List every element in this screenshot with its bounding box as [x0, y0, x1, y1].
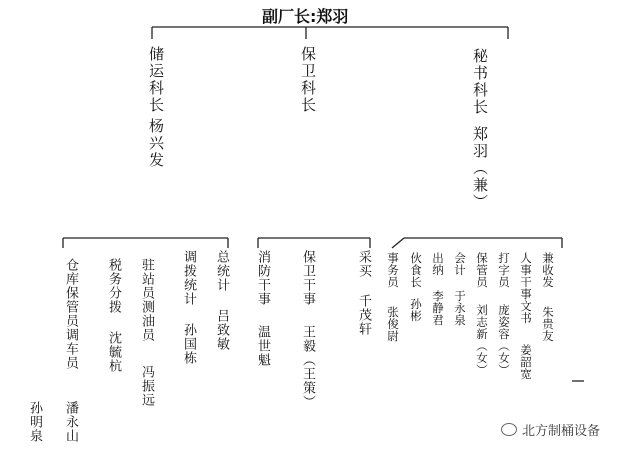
staff-tax-name: 沈毓杭: [106, 331, 121, 373]
staff-warehouse-role: 仓库保管员调车员: [63, 258, 78, 370]
staff-dispatch-role: 调拨统计: [181, 250, 196, 306]
staff-purchase-role: 采买: [356, 250, 371, 278]
staff-fire-role: 消防干事: [255, 250, 270, 306]
staff-canteen-role: 伙食长: [409, 252, 423, 288]
staff-warehouse-name: 潘永山: [63, 401, 78, 443]
staff-extra-name: 孙明泉: [27, 401, 42, 443]
staff-cashier-name: 李静君: [431, 290, 445, 326]
staff-station-name: 冯振远: [139, 365, 154, 407]
staff-mail-name: 朱贵友: [541, 306, 555, 342]
staff-keeper-role: 保管员: [475, 252, 489, 288]
security-dept-label: 保卫科长: [299, 46, 317, 114]
staff-fire-name: 温世魁: [255, 325, 270, 367]
watermark: [501, 420, 600, 439]
staff-accounting-role: 会计: [453, 252, 467, 276]
staff-purchase-name: 千茂轩: [356, 294, 371, 336]
staff-station-role: 驻站员测油员: [139, 258, 154, 342]
staff-hr-role: 人事干事文书: [519, 252, 533, 324]
staff-accounting-name: 于永泉: [453, 290, 467, 326]
secretariat-group-left-tick: [392, 238, 404, 248]
storage-head-name: 杨兴发: [147, 118, 165, 169]
secretariat-dept-label: 秘书科长: [471, 48, 489, 116]
staff-keeper-name: 刘志新（女）: [475, 304, 489, 376]
staff-tax-role: 税务分拨: [106, 258, 121, 314]
staff-dispatch-name: 孙国栋: [181, 323, 196, 365]
staff-cashier-role: 出纳: [431, 252, 445, 276]
staff-affairs-role: 事务员: [386, 252, 400, 288]
secretariat-head-name: 郑羽（兼）: [471, 126, 489, 211]
staff-canteen-name: 孙彬: [409, 298, 423, 322]
root-node-title: 副厂长:郑羽: [262, 7, 349, 26]
staff-typist-name: 庞姿容（女）: [497, 304, 511, 376]
staff-mail-role: 兼收发: [541, 252, 555, 288]
staff-guard-role: 保卫干事: [300, 250, 315, 306]
staff-affairs-name: 张俊尉: [386, 306, 400, 342]
storage-dept-label: 储运科长: [147, 46, 165, 114]
staff-stats-role: 总统计: [214, 250, 229, 292]
staff-hr-name: 姜韶宽: [519, 344, 533, 380]
watermark-text: 北方制桶设备: [521, 424, 600, 439]
staff-typist-role: 打字员: [497, 252, 511, 288]
wechat-icon: [501, 423, 517, 436]
staff-stats-name: 吕致敏: [214, 309, 229, 351]
staff-guard-name: 王毅（王策）: [300, 325, 315, 409]
